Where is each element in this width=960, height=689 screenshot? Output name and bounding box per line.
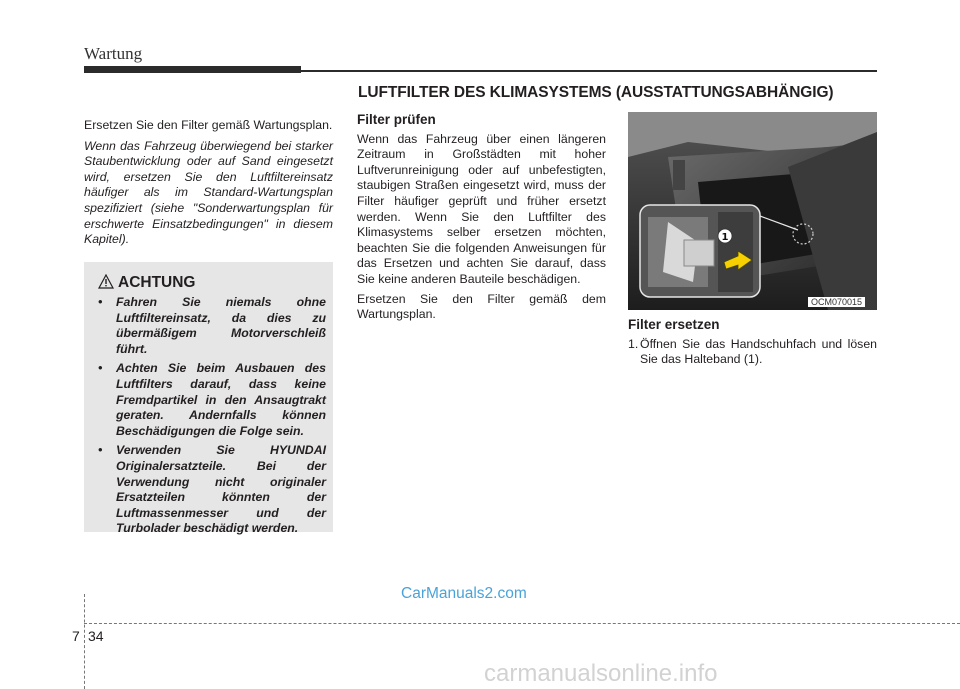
page-header-title: Wartung — [84, 44, 143, 63]
footer-divider — [84, 594, 85, 689]
footer-rule — [84, 623, 960, 624]
step-number: 1. — [628, 336, 639, 351]
step-item — [628, 337, 877, 368]
right-column — [628, 317, 877, 368]
warning-item: • Achten Sie beim Ausbauen des Luftfilters darauf, dass keine Fremdpartikel in den Ansaugtrakt geraten. Andernfalls können Beschädigungen die Folge sein. — [98, 361, 326, 438]
middle-column — [357, 112, 606, 327]
filter-check-paragraph: Wenn das Fahrzeug über einen längeren Zeitraum in Großstädten mit hoher Luftverunreinigung oder auf unbefestigten, staubigen Straßen eingesetzt wird, muss der Filter häufiger geprüft und früher ersetzt werden. Wenn Sie den Luftfilter des Klimasystems selber ersetzen möchten, beachten Sie die folgenden Anweisungen für das Ersetzen und achten Sie darauf, dass Sie keine anderen Bauteile beschädigen. — [357, 131, 606, 286]
warning-list — [94, 295, 326, 541]
filter-check-paragraph-2: Ersetzen Sie den Filter gemäß dem Wartungsplan. — [357, 291, 606, 322]
filter-check-heading: Filter prüfen — [357, 112, 436, 127]
glovebox-photo — [628, 112, 877, 310]
callout-label: 1 — [721, 232, 729, 243]
figure-caption: OCM070015 — [808, 297, 865, 307]
warning-item-text: Verwenden Sie HYUNDAI Originalersatzteile. Bei der Verwendung nicht originaler Ersatzteilen könnten der Luftmassenmesser und der Turbolader beschädigt werden. — [116, 443, 326, 536]
warning-title: ACHTUNG — [118, 274, 196, 291]
watermark-link[interactable]: CarManuals2.com — [401, 585, 527, 602]
filter-replace-heading: Filter ersetzen — [628, 317, 720, 332]
site-watermark: carmanualsonline.info — [484, 660, 718, 687]
step-text: Öffnen Sie das Handschuhfach und lösen Sie das Halteband (1). — [640, 336, 877, 367]
section-title: LUFTFILTER DES KLIMASYSTEMS (AUSSTATTUNGSABHÄNGIG) — [358, 84, 834, 101]
header-bar — [84, 66, 301, 73]
detail-inset — [640, 205, 760, 297]
warning-item: • Verwenden Sie HYUNDAI Originalersatzteile. Bei der Verwendung nicht originaler Ersatzteilen könnten der Luftmassenmesser und der Turbolader beschädigt werden. — [98, 443, 326, 536]
intro-text: Ersetzen Sie den Filter gemäß Wartungsplan. — [84, 118, 333, 132]
warning-item-text: Achten Sie beim Ausbauen des Luftfilters darauf, dass keine Fremdpartikel in den Ansaugtrakt geraten. Andernfalls können Beschädigungen die Folge sein. — [116, 361, 326, 438]
warning-box — [84, 262, 333, 536]
page-number: 34 — [88, 628, 104, 644]
chapter-number: 7 — [72, 628, 80, 644]
warning-triangle-icon — [98, 274, 114, 289]
note-text: Wenn das Fahrzeug überwiegend bei starker Staubentwicklung oder auf Sand eingesetzt wird, ersetzen Sie den Luftfiltereinsatz häufiger als im Standard-Wartungsplan spezifiziert (siehe "Sonderwartungsplan für erschwerte Einsatzbedingungen" in diesem Kapitel). — [84, 138, 333, 247]
left-column — [84, 118, 333, 253]
warning-item: • Fahren Sie niemals ohne Luftfiltereinsatz, da dies zu übermäßigem Motorverschleiß führt. — [98, 295, 326, 356]
warning-item-text: Fahren Sie niemals ohne Luftfiltereinsatz, da dies zu übermäßigem Motorverschleiß führt. — [116, 295, 326, 356]
header-rule — [301, 70, 877, 72]
glovebox-illustration — [628, 112, 877, 310]
